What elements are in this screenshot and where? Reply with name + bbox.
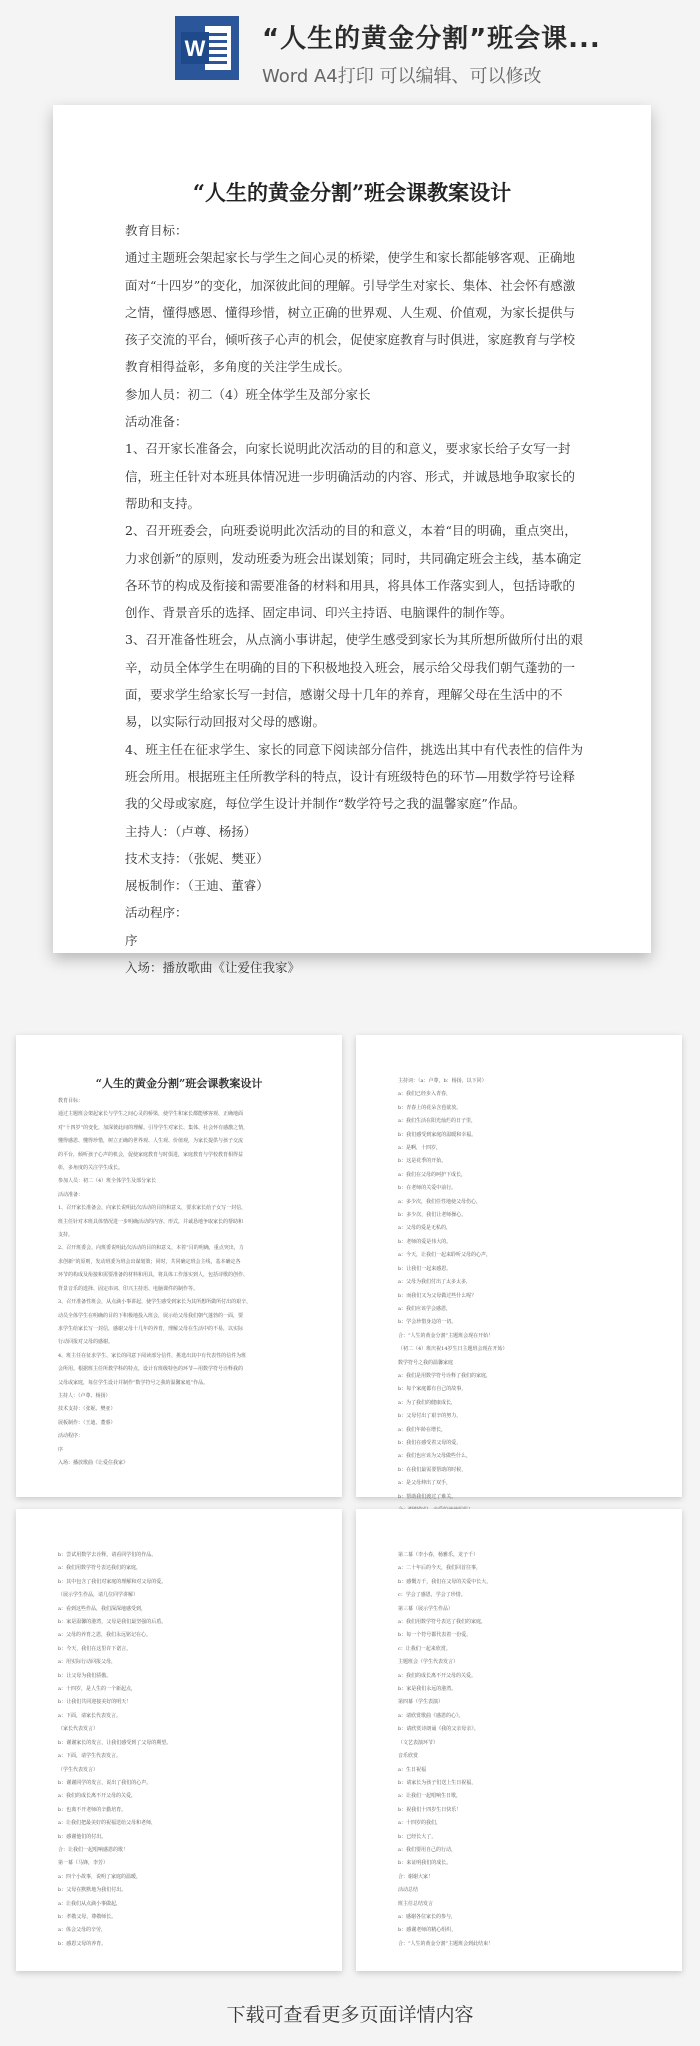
thumbnail-line: a：四个小故事，说明了家庭的温暖， (58, 1873, 141, 1880)
thumbnail-line: a：父母的爱是无私的， (398, 1225, 451, 1232)
thumbnail-text (58, 1095, 308, 1470)
thumbnail-title: “人生的黄金分割”班会课教案设计 (95, 1077, 263, 1090)
doc-paragraph: 入场：播放歌曲《让爱住我家》 (125, 960, 301, 976)
thumbnail-line: b：这是花季的开始。 (398, 1158, 447, 1165)
thumbnail-line: a：感谢各位家长的参与， (398, 1913, 456, 1920)
doc-paragraph: 参加人员：初二（4）班全体学生及部分家长 (125, 386, 371, 402)
document-body (125, 217, 587, 981)
thumbnail-line: a：我们生活在阳光灿烂的日子里， (398, 1118, 476, 1125)
thumbnail-line: a：我们要用自己的行动， (398, 1846, 456, 1853)
thumbnail-line: b：父母付出了艰辛的努力， (398, 1413, 462, 1420)
word-icon-letter: W (184, 36, 206, 61)
thumbnail-line: a：我们用数学符号表达了我们的家庭， (398, 1619, 486, 1626)
page-thumbnail-1[interactable] (16, 1035, 342, 1497)
thumbnail-line: a：让我们一起唱响生日歌， (398, 1793, 461, 1800)
thumbnail-line: 技术支持：（张妮、樊亚） (58, 1406, 116, 1413)
thumbnail-line: （初二（4）班庆祝14岁生日主题班会现在开始） (398, 1346, 508, 1353)
thumbnail-line: 3、召开准备性班会，从点滴小事讲起，使学生感受到家长为其所想所做所付出的艰辛， (58, 1299, 252, 1306)
thumbnail-line: 合：“人生的黄金分割”主题班会现在开始！ (398, 1332, 494, 1339)
thumbnail-line: （文艺表演环节） (398, 1739, 439, 1746)
thumbnail-line: a：让我们把最美好的祝福送给父母和老师， (58, 1820, 156, 1827)
thumbnail-line: 主题班会（学生代表发言） (398, 1659, 459, 1666)
thumbnail-line: 动员全体学生在明确的目的下积极地投入班会，展示给父母我们朝气蓬勃的一面，要 (58, 1312, 244, 1319)
thumbnail-line: b：谢谢同学的发言，说出了我们的心声。 (58, 1779, 152, 1786)
thumbnail-line: a：下面，请学生代表发言。 (58, 1753, 121, 1760)
page-title: “人生的黄金分割”班会课... (262, 24, 601, 54)
thumbnail-line: b：谢谢家长的发言，让我们感受到了父母的期望。 (58, 1739, 172, 1746)
thumbnail-line: b：帮助我们渡过了难关。 (398, 1493, 457, 1500)
thumbnail-line: 4、班主任在征求学生、家长的同意下阅读部分信件，挑选出其中有代表性的信件为班 (58, 1352, 247, 1359)
thumbnail-line: a：让我们从点滴小事做起， (58, 1900, 121, 1907)
thumbnail-line: a：父母的养育之恩，我们永远铭记在心。 (58, 1632, 151, 1639)
thumbnail-line: 教育目标： (58, 1098, 84, 1104)
doc-paragraph: 技术支持：（张妮、樊亚） (125, 850, 269, 866)
thumbnail-line: 的平台，倾听孩子心声的机会，促使家庭教育与时俱进，家庭教育与学校教育相得益 (58, 1151, 244, 1158)
thumbnail-line: b：我们感受到家庭的温暖和幸福。 (398, 1131, 477, 1138)
thumbnail-line: b：在老师的关爱中前行。 (398, 1185, 457, 1192)
thumbnail-line: b：孝敬父母，尊敬师长。 (58, 1913, 117, 1920)
doc-paragraph: 活动准备： (125, 414, 188, 430)
page-thumbnail-4[interactable] (356, 1509, 682, 1971)
thumbnail-text (398, 1549, 648, 1951)
thumbnail-line: b：让我们共同迎接美好的明天！ (58, 1699, 132, 1706)
thumbnail-line: b：祝我们十四岁生日快乐！ (398, 1806, 462, 1813)
thumbnail-line: b：让我们一起来感恩。 (398, 1265, 452, 1272)
thumbnail-line: 音乐欣赏 (398, 1753, 419, 1760)
thumbnail-line: a：我们的成长离不开父母的关爱。 (398, 1672, 476, 1679)
thumbnail-line: 环节的构成及衔接和需要准备的材料和用具，将具体工作落实到人，包括诗歌的创作、 (58, 1272, 249, 1279)
thumbnail-line: （展示学生作品，请几位同学讲解） (58, 1592, 139, 1599)
thumbnail-line: 班主任针对本班具体情况进一步明确活动的内容、形式，并诚恳地争取家长的帮助和 (58, 1218, 244, 1225)
thumbnail-line: b：老师的爱是伟大的。 (398, 1238, 452, 1245)
thumbnail-line: 支持。 (58, 1232, 74, 1239)
thumbnail-line: a：二十年后的今天，我们回首往事， (398, 1565, 481, 1572)
thumbnail-line: 会所用。根据班主任所教学科的特点，设计有班级特色的环节—用数学符号诠释我的 (58, 1366, 244, 1373)
thumbnail-line: a：今天，让我们一起来聆听父母的心声， (398, 1252, 491, 1259)
thumbnail-line: 父母或家庭，每位学生设计并制作“数学符号之我的温馨家庭”作品。 (58, 1379, 209, 1386)
thumbnail-line: a：下面，请家长代表发言。 (58, 1712, 121, 1719)
thumbnail-line: b：感谢老师的精心组织， (398, 1927, 457, 1934)
thumbnail-line: 合：让我们一起唱响感恩的歌！ (58, 1846, 129, 1853)
thumbnail-line: c：学会了感恩，学会了珍惜。 (398, 1592, 466, 1599)
thumbnail-line: b：让父母为我们骄傲。 (58, 1672, 112, 1679)
thumbnail-line: 第一幕（马锋，李芳） (58, 1860, 109, 1867)
thumbnail-text (398, 1075, 648, 1517)
thumbnail-line: b：请家长为孩子们送上生日祝福， (398, 1779, 477, 1786)
thumbnail-line: 合：“人生的黄金分割”主题班会到此结束！ (398, 1940, 494, 1947)
thumbnail-line: 入场：播放歌曲《让爱住我家》 (58, 1459, 129, 1466)
thumbnail-line: b：感谢他们的付出。 (58, 1833, 107, 1840)
thumbnail-line: a：是啊，十四岁， (398, 1145, 441, 1152)
thumbnail-line: a：我们是用数学符号诠释了我们的家庭， (398, 1372, 491, 1379)
thumbnail-line: b：我们在感受着父母的爱， (398, 1439, 462, 1446)
thumbnail-line: b：每个家庭都有自己的故事， (398, 1386, 467, 1393)
thumbnail-line: 背景音乐的选择、固定串词、印兴主持语、电脑课件的制作等。 (58, 1285, 199, 1292)
thumbnail-line: 第四幕（学生表演） (398, 1699, 444, 1706)
thumbnail-line: b：尝试用数学去诠释，请看同学们的作品。 (58, 1552, 157, 1558)
word-doc-icon (175, 16, 239, 80)
doc-paragraph: 4、班主任在征求学生、家长的同意下阅读部分信件，挑选出其中有代表性的信件为班会所用。根据班主任所教学科的特点，设计有班级特色的环节—用数学符号诠释我的父母或家庭，每位学生设计并制作“数学符号之我的温馨家庭”作品。 (125, 741, 583, 812)
thumbnail-line: 合：谢谢大家！ (398, 1873, 434, 1880)
thumbnail-line: a：我们用数学符号表达我们的家庭， (58, 1565, 141, 1572)
thumbnail-text (58, 1549, 308, 1951)
thumbnail-line: b：其中包含了我们对家庭的理解和对父母的爱。 (58, 1578, 167, 1585)
thumbnail-line: a：多少次，我们任性地使父母伤心， (398, 1198, 481, 1205)
thumbnail-line: a：我们已经步入青春， (398, 1091, 451, 1098)
thumbnail-line: （家长代表发言） (58, 1726, 99, 1733)
thumbnail-line: 主持词：（a：卢尊，b：杨扬，以下同） (398, 1078, 487, 1084)
document-title: “人生的黄金分割”班会课教案设计 (192, 180, 512, 205)
thumbnail-line: b：也离不开老师的辛勤培育。 (58, 1806, 127, 1813)
thumbnail-line: 求创新”的原则，发动班委为班会出谋划策；同时，共同确定班会主线，基本确定各 (58, 1258, 241, 1265)
doc-paragraph: 通过主题班会架起家长与学生之间心灵的桥梁，使学生和家长都能够客观、正确地面对“十四岁”的变化，加深彼此间的理解。引导学生对家长、集体、社会怀有感激之情，懂得感恩、懂得珍惜，树立正确的世界观、人生观、价值观，为家长提供与孩子交流的平台，倾听孩子心声的机会，促使家庭教育与时俱进，家庭教育与学校教育相得益彰，多角度的关注学生成长。 (125, 250, 576, 375)
thumbnail-line: 懂得感恩、懂得珍惜，树立正确的世界观、人生观、价值观，为家长提供与孩子交流 (58, 1138, 244, 1145)
thumbnail-line: 参加人员：初二（4）班全体学生及部分家长 (58, 1178, 157, 1185)
thumbnail-line: b：已经长大了， (398, 1833, 437, 1840)
thumbnail-line: b：多少次，我们让老师操心。 (398, 1212, 467, 1219)
thumbnail-line: 活动程序： (58, 1433, 84, 1440)
thumbnail-line: 对“十四岁”的变化，加深彼此间的理解。引导学生对家长、集体、社会怀有感激之情， (58, 1124, 249, 1131)
thumbnail-line: 活动准备： (58, 1191, 84, 1198)
thumbnail-line: a：我们年龄在增长， (398, 1426, 446, 1433)
thumbnail-line: 主持人：（卢尊、杨扬） (58, 1392, 111, 1399)
thumbnail-line: b：感慨万千，我们在父母的关爱中长大， (398, 1578, 492, 1585)
thumbnail-line: a：十四岁，是人生的一个新起点， (58, 1686, 136, 1693)
thumbnail-line: 求学生给家长写一封信，感谢父母十几年的养育，理解父母在生活中的不易，以实际 (58, 1325, 244, 1332)
thumbnail-line: b：家是温馨的港湾，父母是我们最坚强的后盾。 (58, 1619, 167, 1626)
doc-paragraph: 主持人：（卢尊、杨扬） (125, 823, 257, 839)
thumbnail-line: b：青春上的花朵含苞欲放。 (398, 1104, 462, 1111)
thumbnail-line: b：学会珍惜身边的一切。 (398, 1319, 457, 1326)
thumbnail-line: 通过主题班会架起家长与学生之间心灵的桥梁，使学生和家长都能够客观、正确地面 (58, 1111, 244, 1118)
thumbnail-line: a：用实际行动回报父母， (58, 1659, 116, 1666)
doc-paragraph: 1、召开家长准备会，向家长说明此次活动的目的和意义，要求家长给子女写一封信，班主任针对本班具体情况进一步明确活动的内容、形式，并诚恳地争取家长的帮助和支持。 (125, 441, 576, 511)
page-thumbnail-2[interactable] (356, 1035, 682, 1500)
thumbnail-line: a：请欣赏歌曲《感恩的心》。 (398, 1712, 464, 1719)
thumbnail-line: 1、召开家长准备会，向家长说明此次活动的目的和意义，要求家长给子女写一封信， (58, 1205, 247, 1212)
thumbnail-line: 数学符号之我的温馨家庭 (398, 1359, 454, 1366)
thumbnail-line: a：生日祝福 (398, 1766, 426, 1773)
thumbnail-line: 展板制作：（王迪、董睿） (58, 1419, 116, 1426)
doc-paragraph: 教育目标： (125, 223, 188, 238)
thumbnail-line: a：看到这些作品，我们深深地感受到， (58, 1605, 146, 1612)
thumbnail-line: b：父母在默默地为我们付出。 (58, 1887, 127, 1894)
thumbnail-line: b：请欣赏诗朗诵《我的父亲母亲》。 (398, 1726, 479, 1733)
thumbnail-line: b：而我们又为父母做过些什么呢？ (398, 1292, 477, 1299)
thumbnail-line: a：我们也应该为父母做些什么， (398, 1453, 471, 1460)
doc-paragraph: 3、召开准备性班会，从点滴小事讲起，使学生感受到家长为其所想所做所付出的艰辛，动员全体学生在明确的目的下积极地投入班会，展示给父母我们朝气蓬勃的一面，要求学生给家长写一封信，感谢父母十几年的养育，理解父母在生活中的不易，以实际行动回报对父母的感谢。 (125, 632, 583, 730)
thumbnail-line: b：感恩父母的养育。 (58, 1940, 107, 1947)
thumbnail-line: 2、召开班委会，向班委说明此次活动的目的和意义，本着“目的明确，重点突出，力 (58, 1245, 244, 1252)
header (0, 0, 700, 100)
thumbnail-line: b：家是我们永远的港湾。 (398, 1686, 457, 1693)
thumbnail-line: a：十四岁的我们， (398, 1820, 441, 1827)
thumbnail-line: 第二幕（李小春，杨雅乐，龙子千） (398, 1552, 479, 1558)
doc-paragraph: 序 (125, 932, 138, 948)
doc-paragraph: 活动程序： (125, 905, 188, 921)
thumbnail-line: 班主任总结发言 (398, 1900, 434, 1907)
thumbnail-line: a：我们应该学会感恩， (398, 1305, 451, 1312)
thumbnail-line: 行动回报对父母的感谢。 (58, 1339, 114, 1346)
thumbnail-line: a：体会父母的辛劳， (58, 1927, 106, 1934)
thumbnail-line: a：是父母伸出了双手， (398, 1480, 451, 1487)
page-subtitle: Word A4打印 可以编辑、可以修改 (262, 66, 542, 87)
thumbnail-line: b：在我们最需要帮助的时候， (398, 1466, 467, 1473)
thumbnail-line: a：父母为我们付出了太多太多， (398, 1279, 471, 1286)
page-thumbnail-3[interactable] (16, 1509, 342, 1971)
doc-paragraph: 展板制作：（王迪、董睿） (125, 878, 269, 894)
thumbnail-line: a：我们的成长离不开父母的关爱， (58, 1793, 136, 1800)
thumbnail-line: b：每一个符号都代表着一份爱。 (398, 1632, 472, 1639)
download-more-link[interactable]: 下载可查看更多页面详情内容 (226, 2004, 474, 2026)
thumbnail-line: 第三幕（展示学生作品） (398, 1605, 454, 1612)
thumbnail-line: a：我们在父母的呵护下成长， (398, 1171, 466, 1178)
thumbnail-line: b：今天，我们在这里许下诺言， (58, 1645, 132, 1652)
thumbnail-line: （学生代表发言） (58, 1766, 99, 1773)
doc-paragraph: 2、召开班委会，向班委说明此次活动的目的和意义，本着“目的明确，重点突出，力求创新”的原则，发动班委为班会出谋划策；同时，共同确定班会主线，基本确定各环节的构成及衔接和需要准备的材料和用具，将具体工作落实到人，包括诗歌的创作、背景音乐的选择、固定串词、印兴主持语、电脑课件的制作等。 (125, 523, 582, 621)
document-page-preview (53, 105, 651, 976)
thumbnail-line: c：让我们一起来欣赏。 (398, 1645, 451, 1652)
thumbnail-line: b：来证明我们的成长。 (398, 1860, 452, 1867)
thumbnail-line: 活动总结 (398, 1887, 419, 1894)
thumbnail-line: a：为了我们的健康成长， (398, 1399, 456, 1406)
thumbnail-line: 序 (58, 1446, 64, 1453)
thumbnail-line: 彰，多角度的关注学生成长。 (58, 1165, 124, 1172)
